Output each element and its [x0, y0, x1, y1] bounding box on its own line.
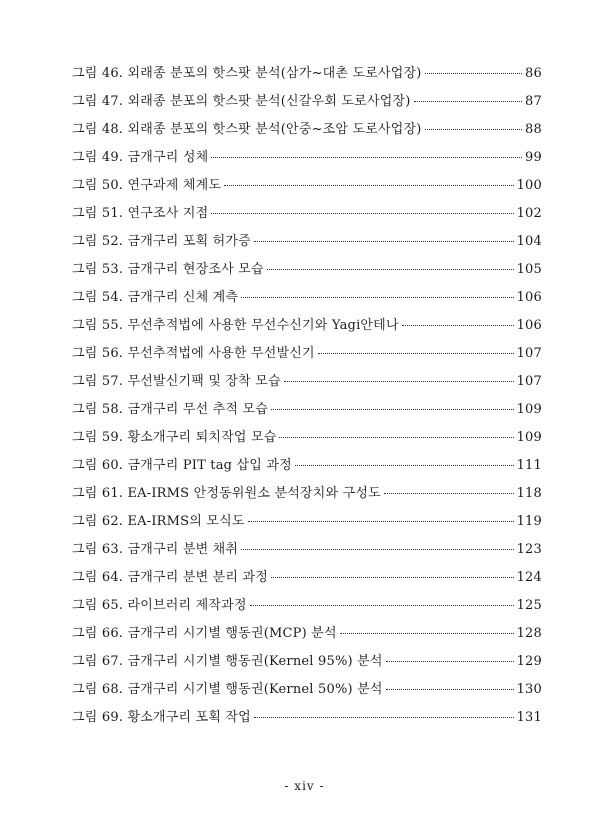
toc-entry[interactable] — [72, 172, 542, 200]
toc-entry-label: 그림 55. 무선추적법에 사용한 무선수신기와 Yagi안테나 — [72, 318, 399, 333]
toc-entry-page: 106 — [516, 290, 542, 305]
toc-entry-page: 125 — [516, 598, 542, 613]
dot-leader — [386, 689, 514, 690]
toc-entry-page: 129 — [516, 654, 542, 669]
toc-entry-page: 119 — [516, 514, 542, 529]
toc-entry-label: 그림 51. 연구조사 지점 — [72, 206, 209, 221]
toc-entry[interactable] — [72, 200, 542, 228]
page-number: - xiv - — [284, 779, 325, 793]
dot-leader — [271, 577, 514, 578]
toc-entry-label: 그림 47. 외래종 분포의 핫스팟 분석(신갈우회 도로사업장) — [72, 94, 411, 109]
dot-leader — [402, 325, 514, 326]
toc-entry-page: 105 — [516, 262, 542, 277]
toc-entry[interactable] — [72, 620, 542, 648]
toc-entry-page: 124 — [516, 570, 542, 585]
toc-entry[interactable] — [72, 284, 542, 312]
dot-leader — [386, 661, 514, 662]
toc-entry-label: 그림 52. 금개구리 포획 허가증 — [72, 234, 251, 249]
toc-entry[interactable] — [72, 676, 542, 704]
toc-entry-page: 118 — [516, 486, 542, 501]
dot-leader — [295, 465, 514, 466]
toc-entry[interactable] — [72, 508, 542, 536]
dot-leader — [384, 493, 514, 494]
toc-entry[interactable] — [72, 368, 542, 396]
toc-entry-page: 100 — [516, 178, 542, 193]
dot-leader — [254, 717, 514, 718]
toc-entry-label: 그림 53. 금개구리 현장조사 모습 — [72, 262, 264, 277]
dot-leader — [248, 521, 514, 522]
toc-entry[interactable] — [72, 256, 542, 284]
toc-entry-label: 그림 54. 금개구리 신체 계측 — [72, 290, 239, 305]
toc-entry-page: 109 — [516, 430, 542, 445]
toc-entry-page: 111 — [516, 458, 542, 473]
toc-entry[interactable] — [72, 704, 542, 732]
toc-entry-label: 그림 58. 금개구리 무선 추적 모습 — [72, 402, 269, 417]
toc-entry[interactable] — [72, 116, 542, 144]
toc-entry-label: 그림 57. 무선발신기팩 및 장착 모습 — [72, 374, 281, 389]
toc-entry-label: 그림 50. 연구과제 체계도 — [72, 178, 222, 193]
toc-entry-label: 그림 69. 황소개구리 포획 작업 — [72, 710, 251, 725]
toc-entry[interactable] — [72, 396, 542, 424]
toc-entry[interactable] — [72, 312, 542, 340]
toc-entry-page: 107 — [516, 346, 542, 361]
toc-entry[interactable] — [72, 60, 542, 88]
dot-leader — [425, 129, 522, 130]
dot-leader — [241, 549, 513, 550]
toc-entry-page: 109 — [516, 402, 542, 417]
dot-leader — [211, 213, 513, 214]
toc-entry[interactable] — [72, 340, 542, 368]
toc-entry[interactable] — [72, 88, 542, 116]
toc-entry[interactable] — [72, 592, 542, 620]
toc-entry[interactable] — [72, 228, 542, 256]
toc-entry-page: 99 — [525, 150, 542, 165]
toc-entry-label: 그림 67. 금개구리 시기별 행동권(Kernel 95%) 분석 — [72, 654, 383, 669]
toc-entry-label: 그림 48. 외래종 분포의 핫스팟 분석(안중~조암 도로사업장) — [72, 122, 422, 137]
toc-entry-page: 87 — [525, 94, 542, 109]
dot-leader — [284, 381, 514, 382]
dot-leader — [250, 605, 514, 606]
toc-entry-label: 그림 62. EA-IRMS의 모식도 — [72, 514, 245, 529]
dot-leader — [254, 241, 514, 242]
toc-entry[interactable] — [72, 480, 542, 508]
dot-leader — [224, 185, 513, 186]
dot-leader — [267, 269, 514, 270]
toc-entry-label: 그림 68. 금개구리 시기별 행동권(Kernel 50%) 분석 — [72, 682, 383, 697]
toc-entry-page: 102 — [516, 206, 542, 221]
toc-entry-label: 그림 49. 금개구리 성체 — [72, 150, 209, 165]
dot-leader — [414, 101, 523, 102]
toc-entry-label: 그림 59. 황소개구리 퇴치작업 모습 — [72, 430, 277, 445]
dot-leader — [279, 437, 513, 438]
toc-entry-label: 그림 60. 금개구리 PIT tag 삽입 과정 — [72, 458, 292, 473]
toc-entry-label: 그림 64. 금개구리 분변 분리 과정 — [72, 570, 269, 585]
toc-entry[interactable] — [72, 564, 542, 592]
toc-entry[interactable] — [72, 424, 542, 452]
toc-entry-label: 그림 63. 금개구리 분변 채취 — [72, 542, 239, 557]
toc-entry[interactable] — [72, 452, 542, 480]
dot-leader — [425, 73, 522, 74]
toc-entry[interactable] — [72, 648, 542, 676]
toc-entry-page: 131 — [516, 710, 542, 725]
toc-entry-page: 88 — [525, 122, 542, 137]
toc-entry-label: 그림 56. 무선추적법에 사용한 무선발신기 — [72, 346, 315, 361]
dot-leader — [271, 409, 514, 410]
dot-leader — [340, 633, 514, 634]
toc-entry-page: 86 — [525, 66, 542, 81]
dot-leader — [318, 353, 514, 354]
toc-entry-page: 107 — [516, 374, 542, 389]
toc-entry[interactable] — [72, 536, 542, 564]
toc-entry-page: 123 — [516, 542, 542, 557]
toc-entry-page: 130 — [516, 682, 542, 697]
toc-entry-page: 128 — [516, 626, 542, 641]
toc-entry-label: 그림 66. 금개구리 시기별 행동권(MCP) 분석 — [72, 626, 337, 641]
list-of-figures — [72, 60, 542, 732]
dot-leader — [211, 157, 522, 158]
toc-entry-label: 그림 61. EA-IRMS 안정동위원소 분석장치와 구성도 — [72, 486, 381, 501]
dot-leader — [241, 297, 513, 298]
toc-entry[interactable] — [72, 144, 542, 172]
toc-entry-page: 104 — [516, 234, 542, 249]
toc-entry-label: 그림 46. 외래종 분포의 핫스팟 분석(삼가~대촌 도로사업장) — [72, 66, 422, 81]
toc-entry-label: 그림 65. 라이브러리 제작과정 — [72, 598, 247, 613]
toc-entry-page: 106 — [516, 318, 542, 333]
